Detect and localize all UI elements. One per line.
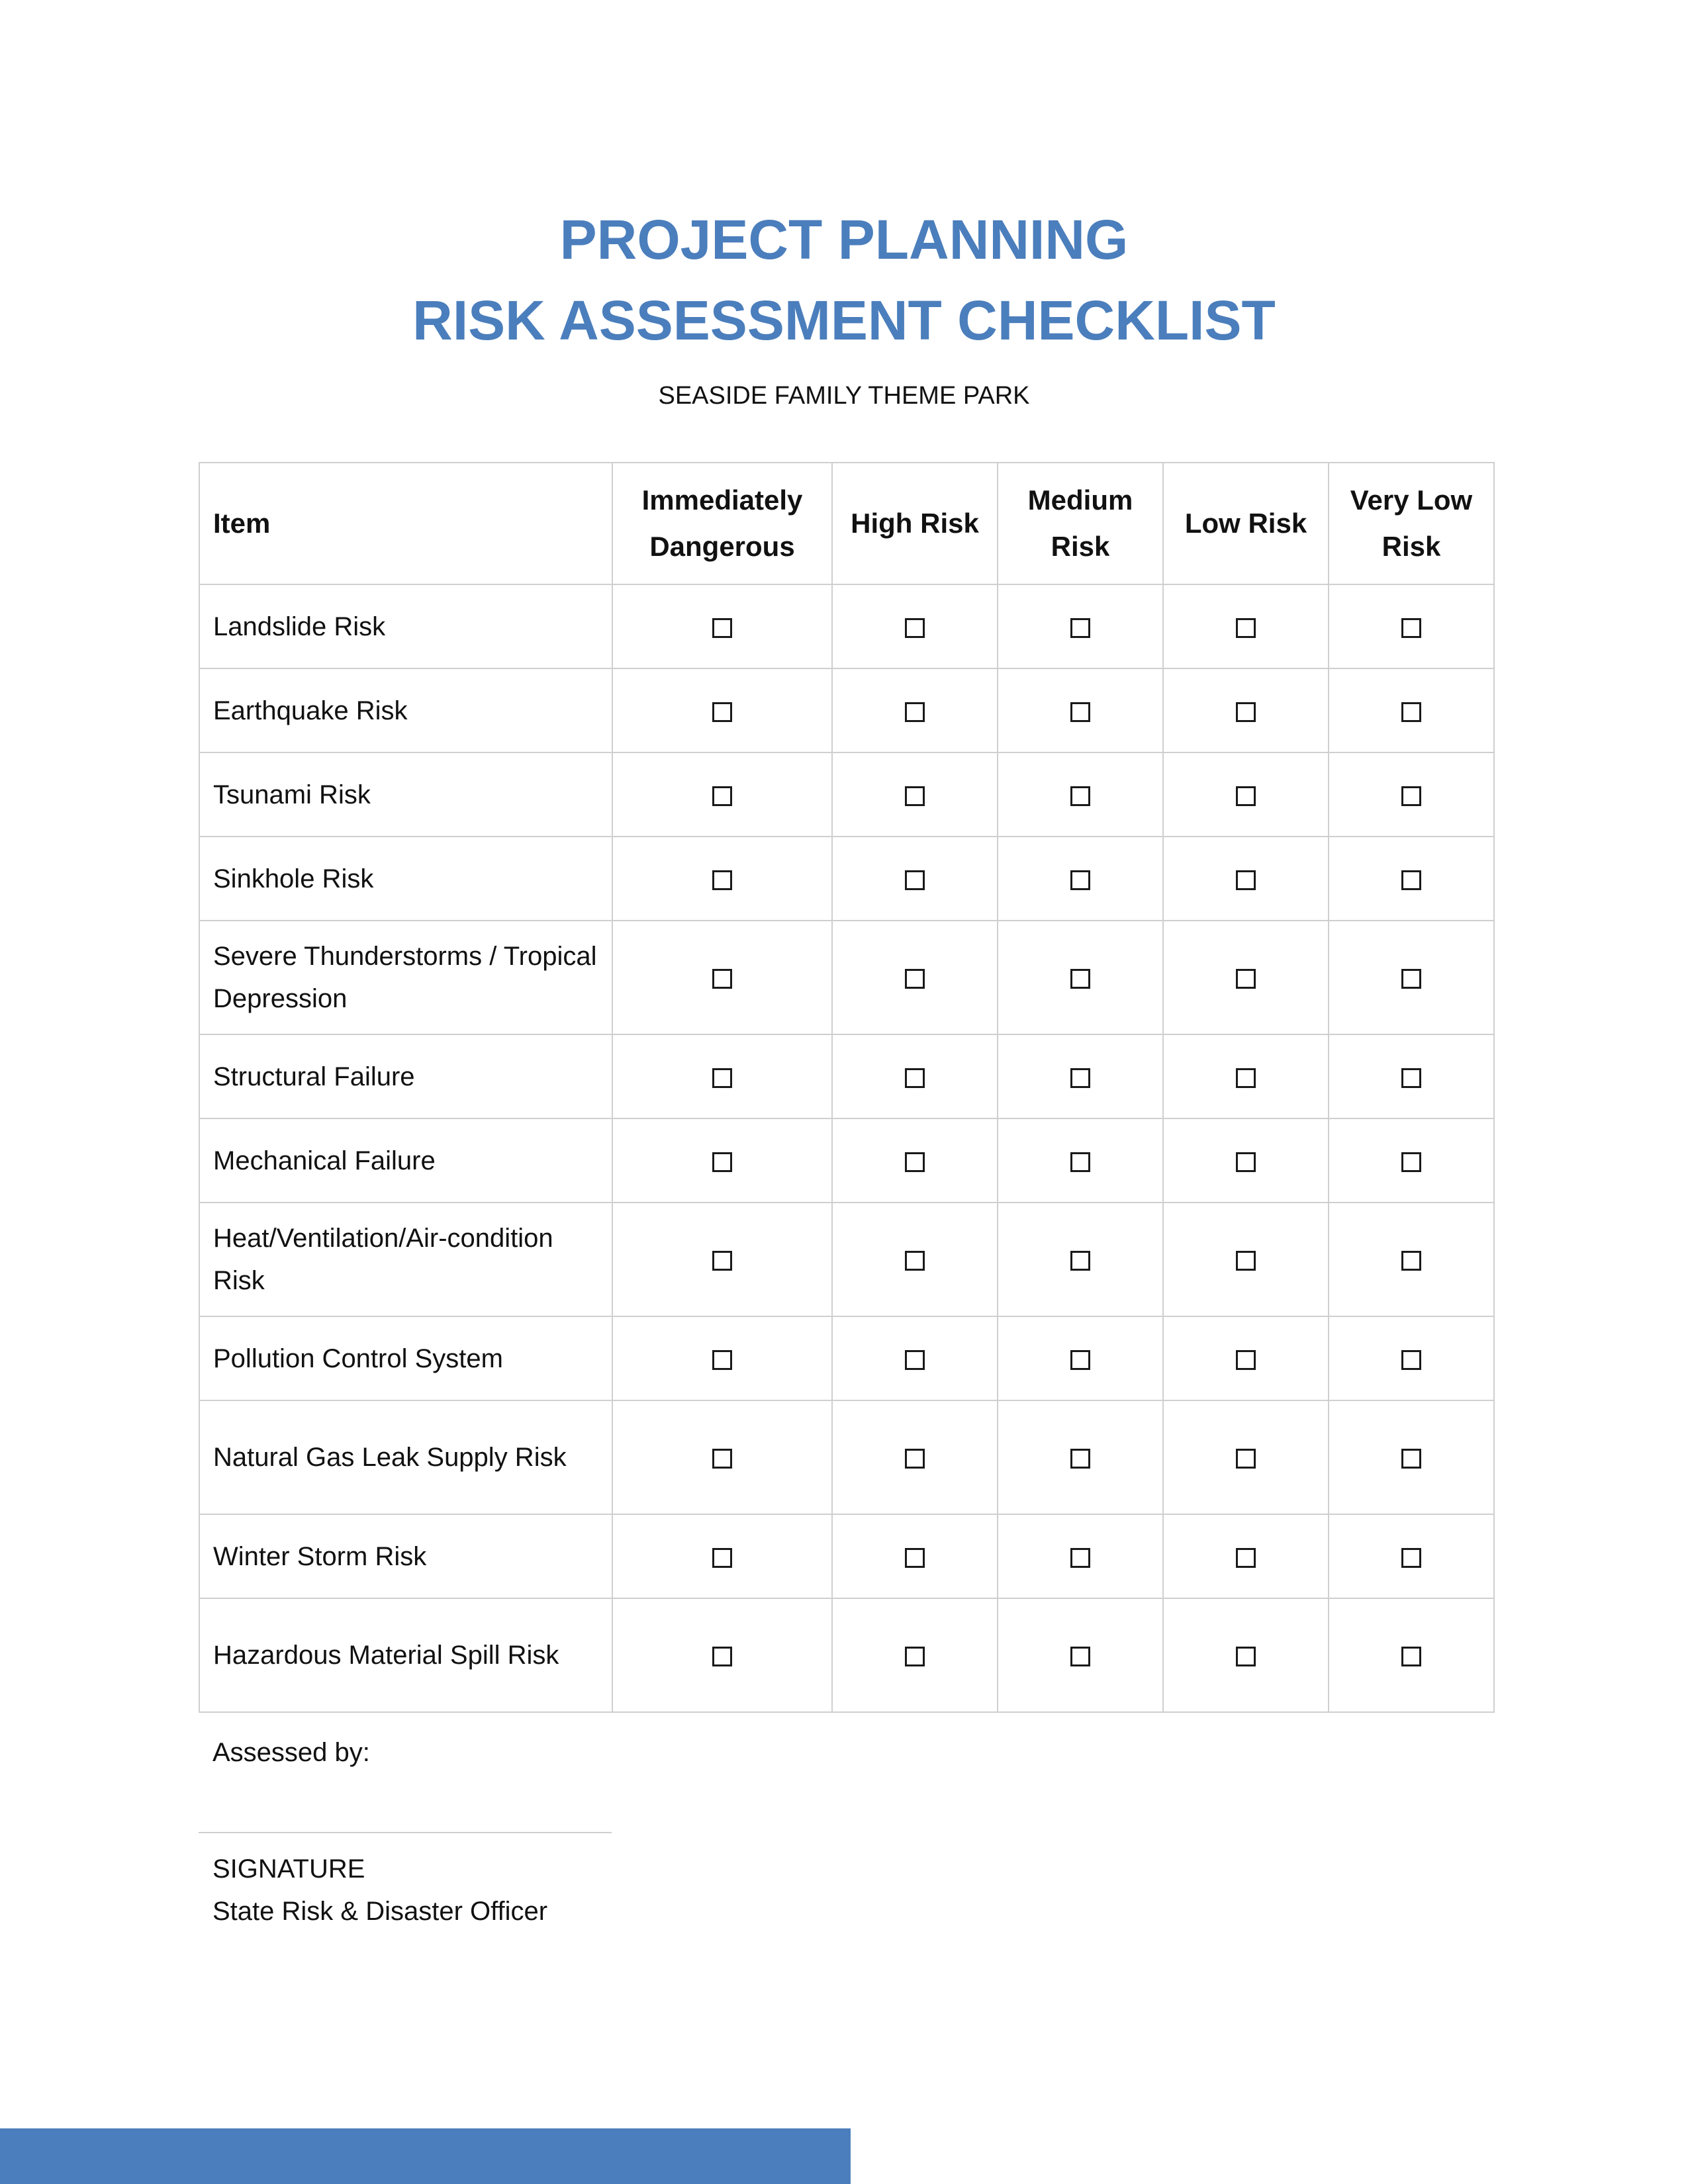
checkbox-cell-immediately-dangerous	[612, 837, 832, 921]
checkbox-high-risk[interactable]	[905, 870, 925, 890]
checkbox-cell-low-risk	[1163, 921, 1329, 1034]
checkbox-cell-immediately-dangerous	[612, 1316, 832, 1400]
column-header-very-low-risk: Very Low Risk	[1329, 463, 1494, 584]
checkbox-immediately-dangerous[interactable]	[712, 786, 732, 806]
checkbox-immediately-dangerous[interactable]	[712, 1647, 732, 1666]
checkbox-immediately-dangerous[interactable]	[712, 1350, 732, 1370]
risk-item-label: Severe Thunderstorms / Tropical Depression	[199, 921, 612, 1034]
checkbox-cell-low-risk	[1163, 1034, 1329, 1118]
checkbox-cell-immediately-dangerous	[612, 1034, 832, 1118]
checkbox-very-low-risk[interactable]	[1401, 1251, 1421, 1271]
checkbox-cell-very-low-risk	[1329, 1118, 1494, 1203]
checkbox-immediately-dangerous[interactable]	[712, 1449, 732, 1469]
checkbox-cell-medium-risk	[998, 1514, 1163, 1598]
checkbox-cell-very-low-risk	[1329, 1034, 1494, 1118]
checkbox-low-risk[interactable]	[1236, 870, 1256, 890]
checkbox-immediately-dangerous[interactable]	[712, 618, 732, 638]
checkbox-medium-risk[interactable]	[1070, 1068, 1090, 1088]
checkbox-immediately-dangerous[interactable]	[712, 702, 732, 722]
checkbox-cell-medium-risk	[998, 752, 1163, 837]
risk-item-label: Earthquake Risk	[199, 668, 612, 752]
table-row	[199, 1118, 1494, 1203]
checkbox-cell-immediately-dangerous	[612, 921, 832, 1034]
checkbox-cell-very-low-risk	[1329, 1400, 1494, 1514]
checkbox-cell-high-risk	[832, 1118, 998, 1203]
checkbox-cell-medium-risk	[998, 1034, 1163, 1118]
checkbox-high-risk[interactable]	[905, 1068, 925, 1088]
checkbox-cell-medium-risk	[998, 1203, 1163, 1316]
checkbox-cell-immediately-dangerous	[612, 1203, 832, 1316]
checkbox-cell-low-risk	[1163, 1400, 1329, 1514]
checkbox-very-low-risk[interactable]	[1401, 618, 1421, 638]
checkbox-immediately-dangerous[interactable]	[712, 1251, 732, 1271]
checkbox-very-low-risk[interactable]	[1401, 1548, 1421, 1568]
checkbox-very-low-risk[interactable]	[1401, 1068, 1421, 1088]
table-row	[199, 837, 1494, 921]
checkbox-very-low-risk[interactable]	[1401, 1449, 1421, 1469]
checkbox-high-risk[interactable]	[905, 618, 925, 638]
checkbox-cell-medium-risk	[998, 1598, 1163, 1712]
checkbox-low-risk[interactable]	[1236, 1068, 1256, 1088]
checkbox-cell-high-risk	[832, 921, 998, 1034]
table-row	[199, 1203, 1494, 1316]
checkbox-cell-very-low-risk	[1329, 1203, 1494, 1316]
risk-item-label: Tsunami Risk	[199, 752, 612, 837]
checkbox-cell-high-risk	[832, 837, 998, 921]
checkbox-low-risk[interactable]	[1236, 1548, 1256, 1568]
checkbox-medium-risk[interactable]	[1070, 1647, 1090, 1666]
checkbox-cell-high-risk	[832, 1400, 998, 1514]
checkbox-medium-risk[interactable]	[1070, 1350, 1090, 1370]
checkbox-cell-very-low-risk	[1329, 837, 1494, 921]
document-title-line-2: RISK ASSESSMENT CHECKLIST	[412, 289, 1276, 351]
checkbox-cell-medium-risk	[998, 921, 1163, 1034]
table-header-row	[199, 463, 1494, 584]
checkbox-cell-low-risk	[1163, 1598, 1329, 1712]
table-row	[199, 1034, 1494, 1118]
assessed-by-label: Assessed by:	[212, 1738, 370, 1767]
checkbox-cell-immediately-dangerous	[612, 584, 832, 668]
checkbox-medium-risk[interactable]	[1070, 618, 1090, 638]
checkbox-cell-low-risk	[1163, 752, 1329, 837]
checkbox-cell-medium-risk	[998, 584, 1163, 668]
checkbox-very-low-risk[interactable]	[1401, 870, 1421, 890]
checkbox-cell-low-risk	[1163, 584, 1329, 668]
checkbox-high-risk[interactable]	[905, 1449, 925, 1469]
checkbox-cell-immediately-dangerous	[612, 752, 832, 837]
column-header-item: Item	[199, 463, 612, 584]
checkbox-low-risk[interactable]	[1236, 969, 1256, 989]
checkbox-cell-immediately-dangerous	[612, 1598, 832, 1712]
table-row	[199, 1598, 1494, 1712]
table-row	[199, 668, 1494, 752]
checkbox-cell-high-risk	[832, 584, 998, 668]
checkbox-cell-immediately-dangerous	[612, 1514, 832, 1598]
checkbox-cell-low-risk	[1163, 1316, 1329, 1400]
checkbox-cell-high-risk	[832, 1514, 998, 1598]
checkbox-immediately-dangerous[interactable]	[712, 1068, 732, 1088]
risk-item-label: Heat/Ventilation/Air-condition Risk	[199, 1203, 612, 1316]
checkbox-low-risk[interactable]	[1236, 1449, 1256, 1469]
column-header-medium-risk: Medium Risk	[998, 463, 1163, 584]
checkbox-low-risk[interactable]	[1236, 618, 1256, 638]
checkbox-medium-risk[interactable]	[1070, 969, 1090, 989]
checkbox-cell-high-risk	[832, 1316, 998, 1400]
checkbox-low-risk[interactable]	[1236, 1350, 1256, 1370]
checkbox-medium-risk[interactable]	[1070, 1449, 1090, 1469]
checkbox-medium-risk[interactable]	[1070, 1251, 1090, 1271]
risk-item-label: Natural Gas Leak Supply Risk	[199, 1400, 612, 1514]
risk-item-label: Pollution Control System	[199, 1316, 612, 1400]
checkbox-very-low-risk[interactable]	[1401, 702, 1421, 722]
checkbox-cell-medium-risk	[998, 1316, 1163, 1400]
column-header-low-risk: Low Risk	[1163, 463, 1329, 584]
checkbox-high-risk[interactable]	[905, 786, 925, 806]
signature-label: SIGNATURE	[212, 1854, 365, 1884]
checkbox-very-low-risk[interactable]	[1401, 1152, 1421, 1172]
checkbox-high-risk[interactable]	[905, 969, 925, 989]
checkbox-immediately-dangerous[interactable]	[712, 1152, 732, 1172]
checkbox-immediately-dangerous[interactable]	[712, 1548, 732, 1568]
checkbox-medium-risk[interactable]	[1070, 786, 1090, 806]
checkbox-high-risk[interactable]	[905, 1251, 925, 1271]
checkbox-cell-medium-risk	[998, 668, 1163, 752]
checkbox-low-risk[interactable]	[1236, 1647, 1256, 1666]
checkbox-cell-immediately-dangerous	[612, 668, 832, 752]
risk-item-label: Sinkhole Risk	[199, 837, 612, 921]
signature-line	[199, 1832, 612, 1833]
table-row	[199, 1316, 1494, 1400]
checkbox-cell-immediately-dangerous	[612, 1400, 832, 1514]
checkbox-high-risk[interactable]	[905, 702, 925, 722]
checkbox-cell-low-risk	[1163, 1514, 1329, 1598]
checkbox-high-risk[interactable]	[905, 1152, 925, 1172]
risk-item-label: Hazardous Material Spill Risk	[199, 1598, 612, 1712]
checkbox-low-risk[interactable]	[1236, 1251, 1256, 1271]
checkbox-cell-very-low-risk	[1329, 921, 1494, 1034]
column-header-high-risk: High Risk	[832, 463, 998, 584]
checkbox-cell-medium-risk	[998, 1400, 1163, 1514]
checkbox-medium-risk[interactable]	[1070, 1548, 1090, 1568]
checkbox-cell-low-risk	[1163, 837, 1329, 921]
checkbox-very-low-risk[interactable]	[1401, 1647, 1421, 1666]
column-header-immediately-dangerous: Immediately Dangerous	[612, 463, 832, 584]
checkbox-high-risk[interactable]	[905, 1548, 925, 1568]
risk-item-label: Landslide Risk	[199, 584, 612, 668]
checkbox-very-low-risk[interactable]	[1401, 969, 1421, 989]
checkbox-cell-high-risk	[832, 752, 998, 837]
checkbox-cell-very-low-risk	[1329, 1316, 1494, 1400]
checkbox-cell-very-low-risk	[1329, 668, 1494, 752]
checkbox-cell-low-risk	[1163, 1203, 1329, 1316]
checkbox-medium-risk[interactable]	[1070, 702, 1090, 722]
checkbox-cell-medium-risk	[998, 1118, 1163, 1203]
table-row	[199, 921, 1494, 1034]
footer-accent-bar	[0, 2128, 851, 2184]
checkbox-cell-immediately-dangerous	[612, 1118, 832, 1203]
checkbox-low-risk[interactable]	[1236, 786, 1256, 806]
checkbox-very-low-risk[interactable]	[1401, 1350, 1421, 1370]
checkbox-cell-very-low-risk	[1329, 1598, 1494, 1712]
checkbox-cell-high-risk	[832, 1034, 998, 1118]
checkbox-cell-high-risk	[832, 1598, 998, 1712]
checkbox-medium-risk[interactable]	[1070, 1152, 1090, 1172]
document-title-line-1: PROJECT PLANNING	[559, 208, 1129, 271]
checkbox-cell-high-risk	[832, 668, 998, 752]
checkbox-cell-medium-risk	[998, 837, 1163, 921]
checkbox-cell-low-risk	[1163, 668, 1329, 752]
checkbox-immediately-dangerous[interactable]	[712, 870, 732, 890]
checkbox-low-risk[interactable]	[1236, 1152, 1256, 1172]
risk-item-label: Winter Storm Risk	[199, 1514, 612, 1598]
checkbox-cell-low-risk	[1163, 1118, 1329, 1203]
risk-item-label: Mechanical Failure	[199, 1118, 612, 1203]
risk-checklist-table	[199, 462, 1495, 1713]
table-row	[199, 752, 1494, 837]
checkbox-medium-risk[interactable]	[1070, 870, 1090, 890]
signer-role: State Risk & Disaster Officer	[212, 1897, 548, 1926]
table-row	[199, 1514, 1494, 1598]
checkbox-high-risk[interactable]	[905, 1647, 925, 1666]
checkbox-very-low-risk[interactable]	[1401, 786, 1421, 806]
table-row	[199, 1400, 1494, 1514]
checkbox-low-risk[interactable]	[1236, 702, 1256, 722]
document-subtitle: SEASIDE FAMILY THEME PARK	[658, 382, 1030, 410]
checkbox-immediately-dangerous[interactable]	[712, 969, 732, 989]
checkbox-cell-very-low-risk	[1329, 584, 1494, 668]
table-row	[199, 584, 1494, 668]
checkbox-cell-very-low-risk	[1329, 752, 1494, 837]
checkbox-high-risk[interactable]	[905, 1350, 925, 1370]
risk-item-label: Structural Failure	[199, 1034, 612, 1118]
checkbox-cell-very-low-risk	[1329, 1514, 1494, 1598]
checkbox-cell-high-risk	[832, 1203, 998, 1316]
